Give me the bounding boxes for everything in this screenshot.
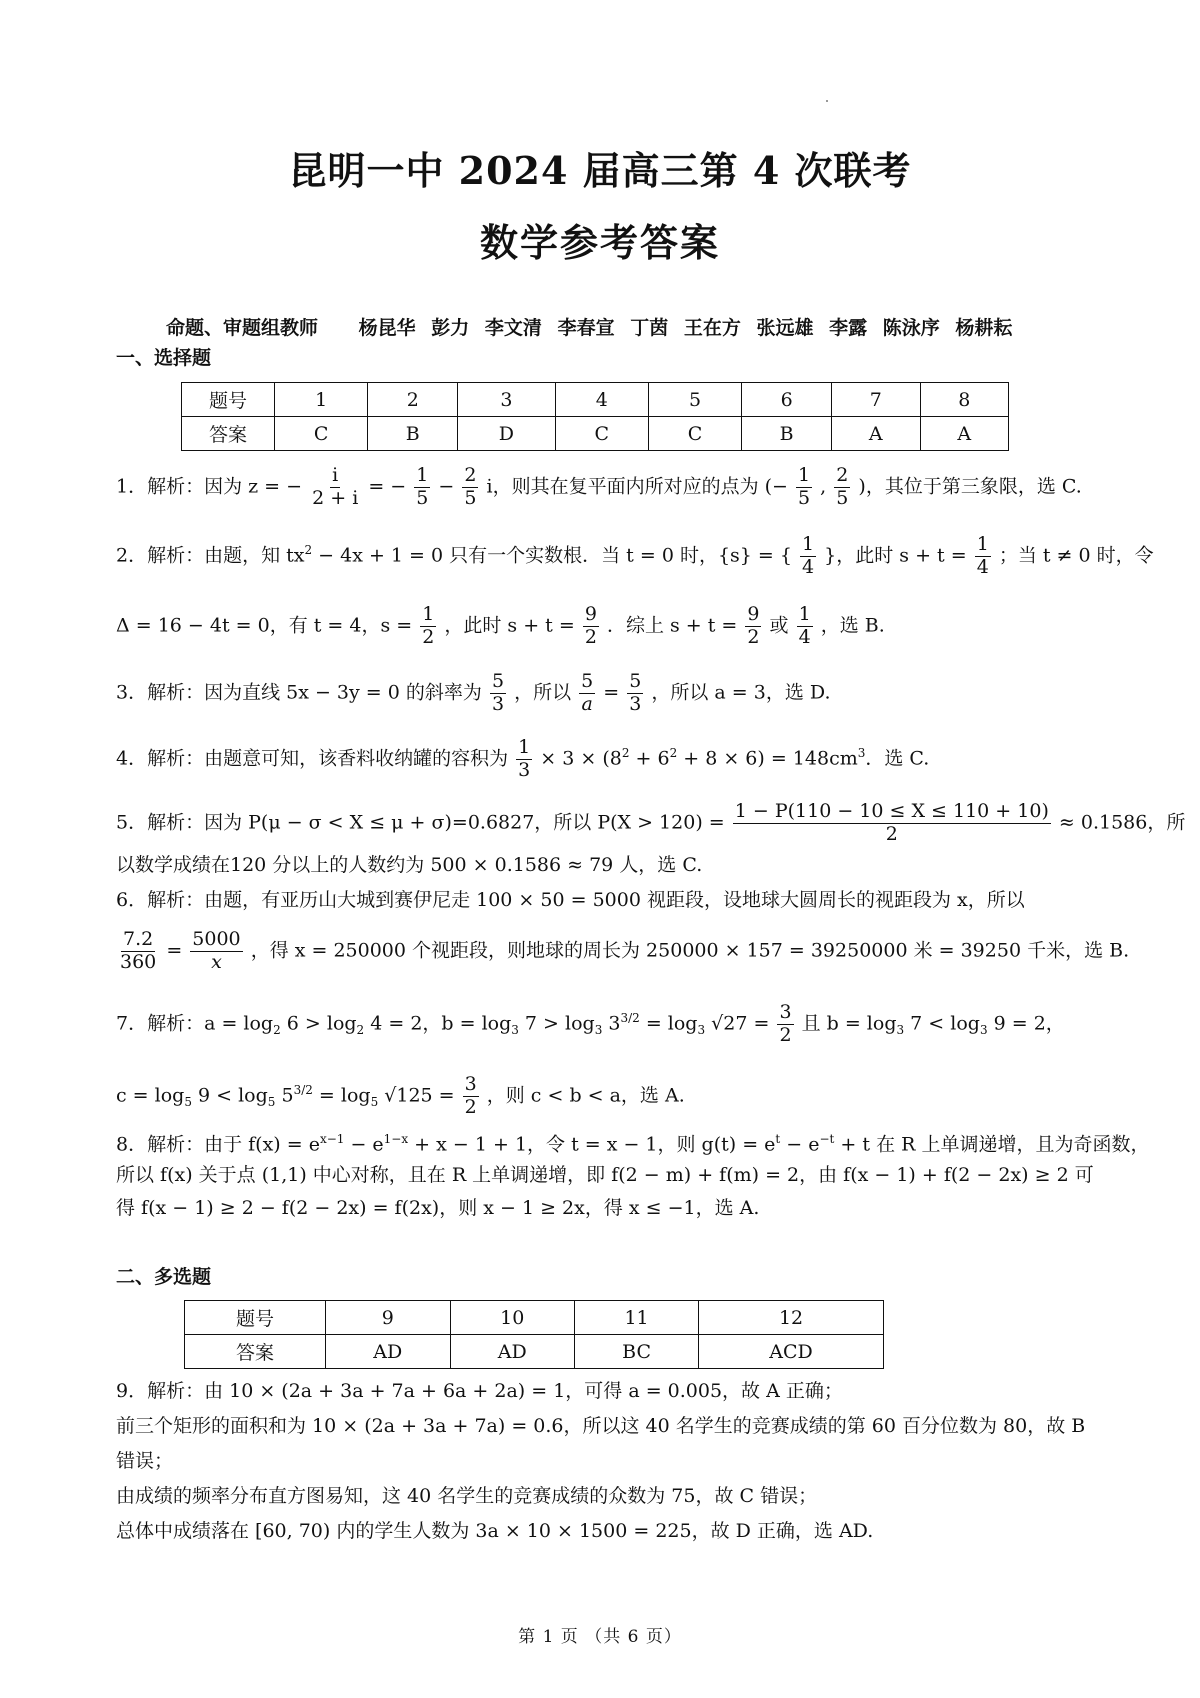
solution-9-line-5: 总体中成绩落在 [60, 70) 内的学生人数为 3a × 10 × 1500 = 225，故 D 正确，选 AD. [116, 1520, 874, 1542]
solution-text: ．选 C. [865, 747, 930, 770]
solution-9-line-3: 错误； [116, 1450, 174, 1472]
solution-9-line-1: 9．解析：由 10 × (2a + 3a + 7a + 6a + 2a) = 1，可得 a = 0.005，故 A 正确； [116, 1380, 843, 1402]
exponent: 2 [621, 746, 630, 761]
solution-text: ，所以 [514, 681, 572, 704]
fraction [490, 672, 506, 715]
solution-text: + x − 1 + 1，令 t = x − 1，则 g(t) = e [408, 1133, 776, 1156]
author-line [166, 313, 1021, 340]
solution-text: 2．解析：由题，知 tx [116, 544, 305, 567]
page-footer: 第 1 页 （共 6 页） [518, 1627, 682, 1647]
fraction [733, 802, 1051, 845]
solution-text: 9 = 2， [987, 1012, 1065, 1035]
solution-9-line-4: 由成绩的频率分布直方图易知，这 40 名学生的竞赛成绩的众数为 75，故 C 错误； [116, 1485, 818, 1507]
numerator: 1 [422, 603, 435, 625]
solution-6-line-1: 6．解析：由题，有亚历山大城到赛伊尼走 100 × 50 = 5000 视距段，设地球大圆周长的视距段为 x，所以 [116, 889, 1025, 911]
solution-text: 且 b = log [801, 1012, 897, 1035]
denominator: 5 [416, 486, 429, 509]
solution-text: )，其位于第三象限，选 C. [858, 475, 1082, 498]
exponent: 2 [669, 746, 678, 761]
answer-cell: A [832, 417, 920, 451]
log-base: 5 [370, 1095, 379, 1110]
numerator: 1 [976, 533, 989, 555]
numerator: 5 [581, 670, 594, 692]
denominator: x [211, 950, 222, 973]
answer-cell: ACD [699, 1335, 884, 1369]
solution-text: 7 < log [904, 1012, 980, 1035]
log-base: 3 [511, 1023, 519, 1038]
answer-cell: D [458, 417, 555, 451]
solution-text: 8．解析：由于 f(x) = e [116, 1133, 320, 1156]
solution-text: ，此时 s + t = [444, 614, 575, 637]
numerator: 5000 [192, 928, 241, 950]
solution-5-line-1 [116, 802, 1185, 845]
fraction [797, 605, 813, 648]
table-row [182, 417, 1009, 451]
denominator: 3 [491, 692, 505, 715]
author-name: 李露 [829, 317, 868, 339]
question-number: 5 [648, 383, 741, 417]
author-name: 李文清 [484, 317, 542, 339]
solution-text: − e [780, 1133, 820, 1156]
solution-text: 5．解析：因为 P(μ − σ < X ≤ μ + σ)=0.6827，所以 P(X > 120) = [116, 811, 725, 834]
answer-cell: B [742, 417, 832, 451]
denominator: 2 [779, 1023, 792, 1046]
answer-cell: C [275, 417, 368, 451]
solution-text: 6 > log [280, 1012, 357, 1035]
row-label: 答案 [182, 417, 275, 451]
fraction [834, 466, 850, 509]
denominator: 5 [798, 486, 811, 509]
exponent: 2 [304, 543, 313, 558]
fraction [463, 1075, 479, 1118]
solution-text: 5 [275, 1084, 294, 1107]
author-name: 王在方 [683, 317, 741, 339]
solution-text: − e [344, 1133, 384, 1156]
section-title-multi-choice: 二、多选题 [116, 1266, 212, 1288]
solution-text: ；当 t ≠ 0 时，令 [998, 544, 1154, 567]
numerator: 1 − P(110 − 10 ≤ X ≤ 110 + 10) [734, 800, 1049, 822]
row-label: 答案 [185, 1335, 326, 1369]
solution-text: ，选 B. [820, 614, 885, 637]
log-base: 3 [594, 1023, 603, 1038]
fraction [516, 738, 532, 781]
numerator: 5 [629, 670, 642, 692]
solution-text: = − [368, 475, 407, 498]
fraction [579, 672, 595, 715]
question-number: 2 [368, 383, 458, 417]
denominator: 4 [798, 625, 811, 648]
solution-8-line-3: 得 f(x − 1) ≥ 2 − f(2 − 2x) = f(2x)，则 x − 1 ≥ 2x，得 x ≤ −1，选 A. [116, 1197, 760, 1219]
author-name: 杨耕耘 [955, 317, 1013, 339]
author-name: 杨昆华 [358, 317, 416, 339]
answer-cell: BC [575, 1335, 699, 1369]
table-row [182, 383, 1009, 417]
numerator: 2 [464, 464, 477, 486]
answer-cell: AD [450, 1335, 575, 1369]
exponent: 3 [857, 746, 866, 761]
numerator: 1 [518, 736, 531, 758]
solution-8-line-1 [116, 1133, 1149, 1154]
log-base: 2 [356, 1023, 365, 1038]
solution-text: 4 = 2，b = log [364, 1012, 512, 1035]
solution-7-line-1 [116, 1003, 1065, 1046]
solution-text: + t 在 R 上单调递增，且为奇函数， [834, 1133, 1150, 1156]
denominator: 5 [836, 486, 849, 509]
numerator: 5 [491, 670, 505, 692]
answer-cell: AD [326, 1335, 451, 1369]
author-name: 张远雄 [756, 317, 814, 339]
exponent: 3/2 [620, 1011, 640, 1026]
solution-text: − [438, 475, 455, 498]
log-base: 3 [979, 1023, 988, 1038]
exponent: 1−x [383, 1132, 409, 1146]
exponent: x−1 [319, 1132, 345, 1146]
solution-9-line-2: 前三个矩形的面积和为 10 × (2a + 3a + 7a) = 0.6，所以这 40 名学生的竞赛成绩的第 60 百分位数为 80，故 B [116, 1415, 1086, 1437]
answer-cell: C [555, 417, 648, 451]
solution-text: 或 [769, 614, 789, 637]
exponent: t [775, 1132, 781, 1146]
solution-text: − 4x + 1 = 0 只有一个实数根．当 t = 0 时，{s} = { [312, 544, 792, 567]
solution-text: ，得 x = 250000 个视距段，则地球的周长为 250000 × 157 = 39250000 米 = 39250 千米，选 B. [250, 939, 1130, 962]
solution-8-line-2: 所以 f(x) 关于点 (1,1) 中心对称，且在 R 上单调递增，即 f(2 − m) + f(m) = 2，由 f(x − 1) + f(2 − 2x) ≥ 2 可 [116, 1164, 1094, 1186]
numerator: 7.2 [123, 928, 154, 950]
fraction [310, 466, 360, 509]
solution-text: 3 [602, 1012, 621, 1035]
solution-4 [116, 738, 929, 781]
solution-text: ，所以 a = 3，选 D. [651, 681, 831, 704]
scan-speck [826, 100, 828, 102]
solution-text: 3．解析：因为直线 5x − 3y = 0 的斜率为 [116, 681, 482, 704]
numerator: 1 [798, 603, 811, 625]
solution-text: (− [764, 475, 788, 498]
numerator: 1 [802, 533, 815, 555]
solution-text: = [166, 939, 183, 962]
fraction [975, 535, 991, 578]
exponent: 3/2 [293, 1083, 313, 1098]
denominator: 2 [885, 822, 898, 845]
log-base: 3 [697, 1023, 706, 1038]
denominator: 2 [747, 625, 760, 648]
denominator: a [581, 692, 593, 715]
question-number: 10 [450, 1301, 575, 1335]
solution-text: , [820, 475, 827, 498]
fraction [796, 466, 812, 509]
fraction [777, 1003, 793, 1046]
numerator: 9 [747, 603, 760, 625]
author-name: 李春宣 [557, 317, 615, 339]
solution-2-line-2 [116, 605, 885, 648]
table-row [185, 1335, 884, 1369]
answer-table-multi-choice [184, 1300, 884, 1369]
page-subtitle: 数学参考答案 [479, 220, 720, 265]
log-base: 5 [267, 1095, 276, 1110]
row-label: 题号 [185, 1301, 326, 1335]
fraction [190, 930, 242, 973]
denominator: 4 [802, 555, 815, 578]
answer-cell: B [368, 417, 458, 451]
numerator: 3 [779, 1001, 792, 1023]
question-number: 8 [920, 383, 1009, 417]
solution-text: √125 = [378, 1084, 455, 1107]
denominator: 5 [464, 486, 477, 509]
solution-2-line-1 [116, 535, 1154, 578]
question-number: 11 [575, 1301, 699, 1335]
fraction [745, 605, 761, 648]
solution-text: ≈ 0.1586，所 [1058, 811, 1186, 834]
fraction [462, 466, 478, 509]
solution-text: ．综上 s + t = [606, 614, 738, 637]
solution-text: = log [312, 1084, 371, 1107]
question-number: 1 [275, 383, 368, 417]
solution-text: i，则其在复平面内所对应的点为 [486, 475, 759, 498]
question-number: 12 [699, 1301, 884, 1335]
solution-text: = log [639, 1012, 698, 1035]
author-name: 丁茵 [630, 317, 669, 339]
solution-text: c = log [116, 1084, 185, 1107]
solution-7-line-2 [116, 1075, 685, 1118]
numerator: 1 [416, 464, 429, 486]
numerator: 3 [464, 1073, 477, 1095]
fraction [420, 605, 436, 648]
fraction [800, 535, 816, 578]
solution-text: Δ = 16 − 4t = 0，有 t = 4，s = [116, 614, 413, 637]
denominator: 2 [584, 625, 597, 648]
fraction [627, 672, 643, 715]
solution-text: × 3 × (8 [540, 747, 622, 770]
question-number: 4 [555, 383, 648, 417]
solution-text: + 8 × 6) = 148cm [677, 747, 858, 770]
solution-text: 9 < log [191, 1084, 268, 1107]
log-base: 3 [896, 1023, 905, 1038]
solution-text: 4．解析：由题意可知，该香料收纳罐的容积为 [116, 747, 509, 770]
solution-3 [116, 672, 830, 715]
answer-cell: C [648, 417, 741, 451]
solution-text: 1．解析：因为 z = − [116, 475, 303, 498]
denominator: 3 [629, 692, 642, 715]
solution-text: √27 = [705, 1012, 770, 1035]
answer-cell: A [920, 417, 1009, 451]
question-number: 9 [326, 1301, 451, 1335]
author-label: 命题、审题组教师 [166, 317, 319, 339]
fraction [583, 605, 599, 648]
denominator: 2 + i [312, 486, 359, 509]
section-title-single-choice: 一、选择题 [116, 347, 212, 369]
solution-text: + 6 [629, 747, 670, 770]
solution-6-line-2 [116, 930, 1129, 973]
solution-5-line-2: 以数学成绩在120 分以上的人数约为 500 × 0.1586 ≈ 79 人，选 C. [116, 854, 703, 876]
question-number: 7 [832, 383, 920, 417]
denominator: 3 [518, 758, 531, 781]
answer-table-single-choice [181, 382, 1009, 451]
solution-text: }，此时 s + t = [824, 544, 967, 567]
exponent: −t [819, 1132, 835, 1146]
question-number: 3 [458, 383, 555, 417]
denominator: 4 [976, 555, 989, 578]
solution-1 [116, 466, 1082, 509]
denominator: 2 [422, 625, 435, 648]
numerator: 2 [836, 464, 849, 486]
log-base: 5 [184, 1095, 192, 1110]
numerator: 1 [798, 464, 811, 486]
log-base: 2 [273, 1023, 281, 1038]
denominator: 360 [120, 950, 157, 973]
table-row [185, 1301, 884, 1335]
author-name: 陈泳序 [882, 317, 940, 339]
solution-text: 7．解析：a = log [116, 1012, 274, 1035]
page-title: 昆明一中 2024 届高三第 4 次联考 [288, 148, 912, 193]
fraction [414, 466, 430, 509]
fraction [118, 930, 158, 973]
solution-text: 7 > log [518, 1012, 595, 1035]
solution-text: = [603, 681, 620, 704]
denominator: 2 [464, 1095, 477, 1118]
author-name: 彭力 [431, 317, 470, 339]
numerator: i [332, 464, 339, 486]
numerator: 9 [584, 603, 597, 625]
question-number: 6 [742, 383, 832, 417]
row-label: 题号 [182, 383, 275, 417]
solution-text: ，则 c < b < a，选 A. [486, 1084, 685, 1107]
